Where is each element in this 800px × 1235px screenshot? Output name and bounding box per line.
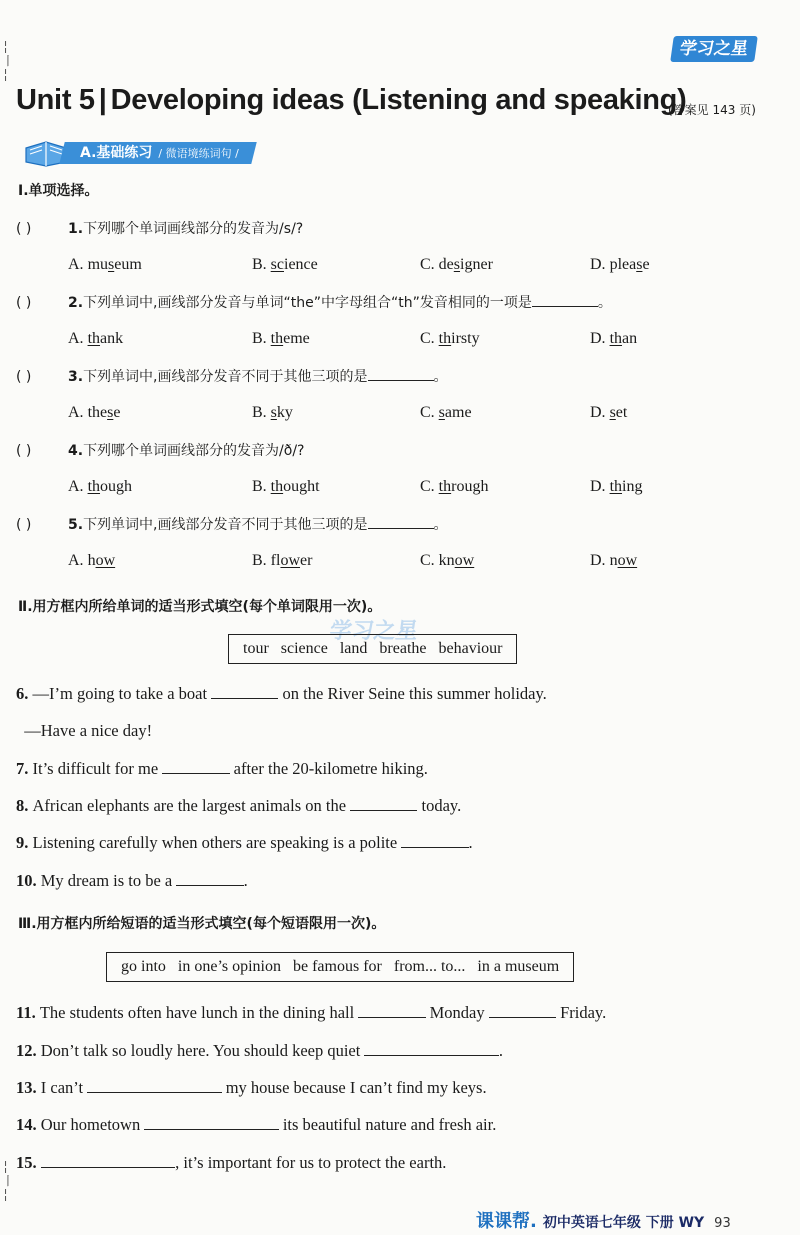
sentence-8 — [16, 796, 461, 816]
option-c — [420, 404, 472, 422]
option-a — [68, 478, 132, 496]
sentence-number: 15. — [16, 1153, 41, 1172]
option-label: C. — [420, 330, 439, 347]
sentence-text: —Have a nice day! — [24, 721, 153, 740]
question-number: 5. — [68, 517, 84, 533]
part3-heading: Ⅲ.用方框内所给短语的适当形式填空(每个短语限用一次)。 — [18, 916, 386, 932]
margin-scribble-top: ╎ 丨 ╎ — [2, 40, 15, 82]
option-word-post: igner — [460, 256, 493, 273]
sentence-6 — [16, 684, 547, 704]
footer-brand: 课课帮. — [476, 1211, 537, 1232]
answer-blank[interactable] — [350, 796, 417, 811]
title-topic: Developing ideas (Listening and speaking) — [110, 84, 687, 116]
underlined-letters: th — [438, 330, 452, 347]
sentence-number: 11. — [16, 1003, 40, 1022]
underlined-letters: s — [438, 404, 445, 421]
answer-paren[interactable]: ( ) — [16, 295, 32, 311]
sentence-indent — [16, 721, 24, 740]
option-word-pre: mu — [87, 256, 109, 273]
underlined-letters: th — [270, 478, 284, 495]
option-b — [252, 256, 318, 274]
question-tail: 。 — [433, 517, 448, 533]
underlined-letters: s — [609, 404, 616, 421]
margin-scribble-bottom: ╎ 丨 ╎ — [2, 1160, 15, 1202]
answer-blank[interactable] — [368, 366, 434, 381]
answer-blank[interactable] — [489, 1003, 556, 1018]
sentence-15 — [16, 1153, 446, 1173]
question-number: 1. — [68, 221, 84, 237]
option-label: C. — [420, 552, 439, 569]
answer-blank[interactable] — [87, 1078, 221, 1093]
answer-paren[interactable]: ( ) — [16, 369, 32, 385]
option-word-post: ky — [276, 404, 293, 421]
sentence-number: 7. — [16, 759, 33, 778]
option-word-post: e — [642, 256, 650, 273]
option-word-post: e — [113, 404, 121, 421]
box-word: tour — [243, 640, 269, 657]
sentence-9 — [16, 833, 473, 853]
option-d — [590, 552, 637, 570]
option-word-post: ing — [622, 478, 643, 495]
option-a — [68, 552, 115, 570]
option-label: B. — [252, 256, 271, 273]
box-phrase: in one’s opinion — [177, 958, 281, 975]
box-phrase: from... to... — [393, 958, 466, 975]
option-word-post: eum — [114, 256, 142, 273]
answer-paren[interactable]: ( ) — [16, 517, 32, 533]
title-separator: | — [98, 84, 107, 116]
underlined-letters: sc — [270, 256, 284, 273]
option-label: C. — [420, 404, 439, 421]
option-word-post: eme — [283, 330, 310, 347]
phrase-box — [106, 952, 574, 982]
brand-logo: 学习之星 — [670, 36, 758, 62]
sentence-number: 12. — [16, 1041, 41, 1060]
option-word-post: ought — [283, 478, 320, 495]
sentence-7 — [16, 759, 428, 779]
option-a — [68, 256, 142, 274]
option-word-pre: fl — [270, 552, 281, 569]
underlined-letters: s — [107, 404, 114, 421]
option-d — [590, 256, 650, 274]
underlined-letters: th — [438, 478, 452, 495]
answer-blank[interactable] — [211, 684, 278, 699]
sentence-text: . — [243, 871, 248, 890]
box-word: land — [339, 640, 368, 657]
question-tail: 。 — [597, 295, 612, 311]
answer-blank[interactable] — [532, 292, 598, 307]
option-b — [252, 330, 310, 348]
option-b — [252, 404, 293, 422]
banner-title: A.基础练习 — [80, 145, 153, 161]
sentence-text: on the River Seine this summer holiday. — [278, 684, 547, 703]
answer-paren[interactable]: ( ) — [16, 443, 32, 459]
box-word: breathe — [379, 640, 427, 657]
answer-note: (答案见 143 页) — [668, 103, 756, 117]
title-unit: Unit 5 — [16, 84, 95, 116]
sentence-11 — [16, 1003, 606, 1023]
question-stem: 下列单词中,画线部分发音与单词“the”中字母组合“th”发音相同的一项是 — [83, 295, 532, 311]
sentence-10 — [16, 871, 248, 891]
box-phrase: in a museum — [477, 958, 560, 975]
question-number: 2. — [68, 295, 84, 311]
sentence-text: Our hometown — [40, 1115, 145, 1134]
question-stem: 下列单词中,画线部分发音不同于其他三项的是 — [83, 369, 368, 385]
question-5 — [16, 514, 448, 534]
option-word-pre: de — [438, 256, 454, 273]
underlined-letters: s — [270, 404, 277, 421]
option-c — [420, 478, 488, 496]
underlined-letters: ow — [454, 552, 475, 569]
underlined-letters: s — [453, 256, 461, 273]
question-number: 3. — [68, 369, 84, 385]
box-word: behaviour — [438, 640, 503, 657]
question-stem: 下列哪个单词画线部分的发音为/ð/? — [83, 443, 305, 459]
option-label: D. — [590, 256, 610, 273]
option-label: B. — [252, 552, 271, 569]
sentence-text: Friday. — [555, 1003, 607, 1022]
option-b — [252, 478, 320, 496]
option-label: B. — [252, 330, 271, 347]
option-word-post: an — [622, 330, 638, 347]
underlined-letters: th — [87, 330, 101, 347]
underlined-letters: ow — [617, 552, 638, 569]
option-word-pre: plea — [609, 256, 637, 273]
underlined-letters: ow — [280, 552, 301, 569]
sentence-text: my house because I can’t find my keys. — [221, 1078, 487, 1097]
footer — [476, 1207, 731, 1233]
answer-blank[interactable] — [401, 833, 468, 848]
page-title — [16, 84, 686, 117]
option-word-pre: the — [87, 404, 108, 421]
sentence-text: I can’t — [40, 1078, 88, 1097]
question-4 — [16, 440, 305, 460]
option-word-post: er — [300, 552, 313, 569]
sentence-text: its beautiful nature and fresh air. — [278, 1115, 497, 1134]
underlined-letters: s — [108, 256, 115, 273]
question-number: 4. — [68, 443, 84, 459]
option-word-post: ame — [444, 404, 472, 421]
option-label: D. — [590, 404, 610, 421]
sentence-number: 10. — [16, 871, 41, 890]
sentence-text: African elephants are the largest animals on the — [32, 796, 351, 815]
sentence-text: Monday — [425, 1003, 489, 1022]
box-phrase: go into — [121, 958, 166, 975]
option-label: D. — [590, 552, 610, 569]
option-c — [420, 552, 474, 570]
answer-blank[interactable] — [368, 514, 434, 529]
sentence-reply — [16, 721, 152, 741]
option-label: A. — [68, 330, 88, 347]
underlined-letters: s — [636, 256, 643, 273]
sentence-number: 6. — [16, 684, 33, 703]
option-b — [252, 552, 312, 570]
underlined-letters: th — [270, 330, 284, 347]
question-stem: 下列哪个单词画线部分的发音为/s/? — [83, 221, 304, 237]
footer-desc: 初中英语七年级 下册 WY — [542, 1215, 705, 1231]
option-d — [590, 478, 642, 496]
option-label: B. — [252, 404, 271, 421]
sentence-12 — [16, 1041, 503, 1061]
word-box — [228, 634, 517, 664]
option-label: A. — [68, 478, 88, 495]
option-label: D. — [590, 478, 610, 495]
answer-blank[interactable] — [144, 1115, 278, 1130]
answer-blank[interactable] — [358, 1003, 425, 1018]
sentence-text: after the 20-kilometre hiking. — [229, 759, 428, 778]
box-phrase: be famous for — [293, 958, 382, 975]
option-a — [68, 330, 123, 348]
sentence-text: . — [468, 833, 473, 852]
option-word-post: ank — [100, 330, 124, 347]
option-word-pre: n — [609, 552, 618, 569]
sentence-text: —I’m going to take a boat — [32, 684, 212, 703]
option-word-post: ough — [100, 478, 133, 495]
sentence-text: , it’s important for us to protect the earth. — [175, 1153, 447, 1172]
underlined-letters: th — [609, 330, 623, 347]
option-word-pre: kn — [438, 552, 455, 569]
option-d — [590, 330, 637, 348]
option-label: D. — [590, 330, 610, 347]
sentence-text: Don’t talk so loudly here. You should keep quiet — [40, 1041, 365, 1060]
option-word-post: rough — [451, 478, 489, 495]
option-a — [68, 404, 120, 422]
option-label: B. — [252, 478, 271, 495]
banner-subtitle: / 微语境练词句 / — [158, 147, 239, 160]
page-number: 93 — [714, 1216, 731, 1231]
sentence-number: 13. — [16, 1078, 41, 1097]
option-label: C. — [420, 478, 439, 495]
part1-heading: Ⅰ.单项选择。 — [18, 183, 99, 199]
option-c — [420, 330, 480, 348]
part2-heading: Ⅱ.用方框内所给单词的适当形式填空(每个单词限用一次)。 — [18, 599, 382, 615]
option-word-pre: h — [87, 552, 96, 569]
sentence-13 — [16, 1078, 487, 1098]
question-1 — [16, 218, 303, 238]
sentence-number: 14. — [16, 1115, 41, 1134]
sentence-text: The students often have lunch in the dining hall — [39, 1003, 359, 1022]
sentence-text: It’s difficult for me — [32, 759, 163, 778]
sentence-text: today. — [417, 796, 462, 815]
underlined-letters: th — [87, 478, 101, 495]
option-label: A. — [68, 256, 88, 273]
sentence-14 — [16, 1115, 496, 1135]
option-label: A. — [68, 552, 88, 569]
option-word-post: ience — [284, 256, 318, 273]
sentence-text: . — [498, 1041, 503, 1060]
answer-blank[interactable] — [162, 759, 229, 774]
question-2 — [16, 292, 612, 312]
option-label: C. — [420, 256, 439, 273]
answer-blank[interactable] — [176, 871, 243, 886]
sentence-text: Listening carefully when others are speaking is a polite — [32, 833, 402, 852]
answer-blank[interactable] — [41, 1153, 175, 1168]
option-c — [420, 256, 493, 274]
answer-blank[interactable] — [364, 1041, 498, 1056]
banner-label — [80, 143, 239, 164]
option-label: A. — [68, 404, 88, 421]
sentence-number: 9. — [16, 833, 33, 852]
option-word-post: irsty — [451, 330, 480, 347]
option-word-post: et — [615, 404, 628, 421]
watermark: 学习之星 — [327, 619, 420, 644]
box-word: science — [280, 640, 328, 657]
underlined-letters: ow — [95, 552, 116, 569]
question-tail: 。 — [433, 369, 448, 385]
section-banner — [22, 142, 254, 164]
question-3 — [16, 366, 448, 386]
underlined-letters: th — [609, 478, 623, 495]
option-d — [590, 404, 627, 422]
answer-paren[interactable]: ( ) — [16, 221, 32, 237]
sentence-text: My dream is to be a — [40, 871, 177, 890]
sentence-number: 8. — [16, 796, 33, 815]
question-stem: 下列单词中,画线部分发音不同于其他三项的是 — [83, 517, 368, 533]
